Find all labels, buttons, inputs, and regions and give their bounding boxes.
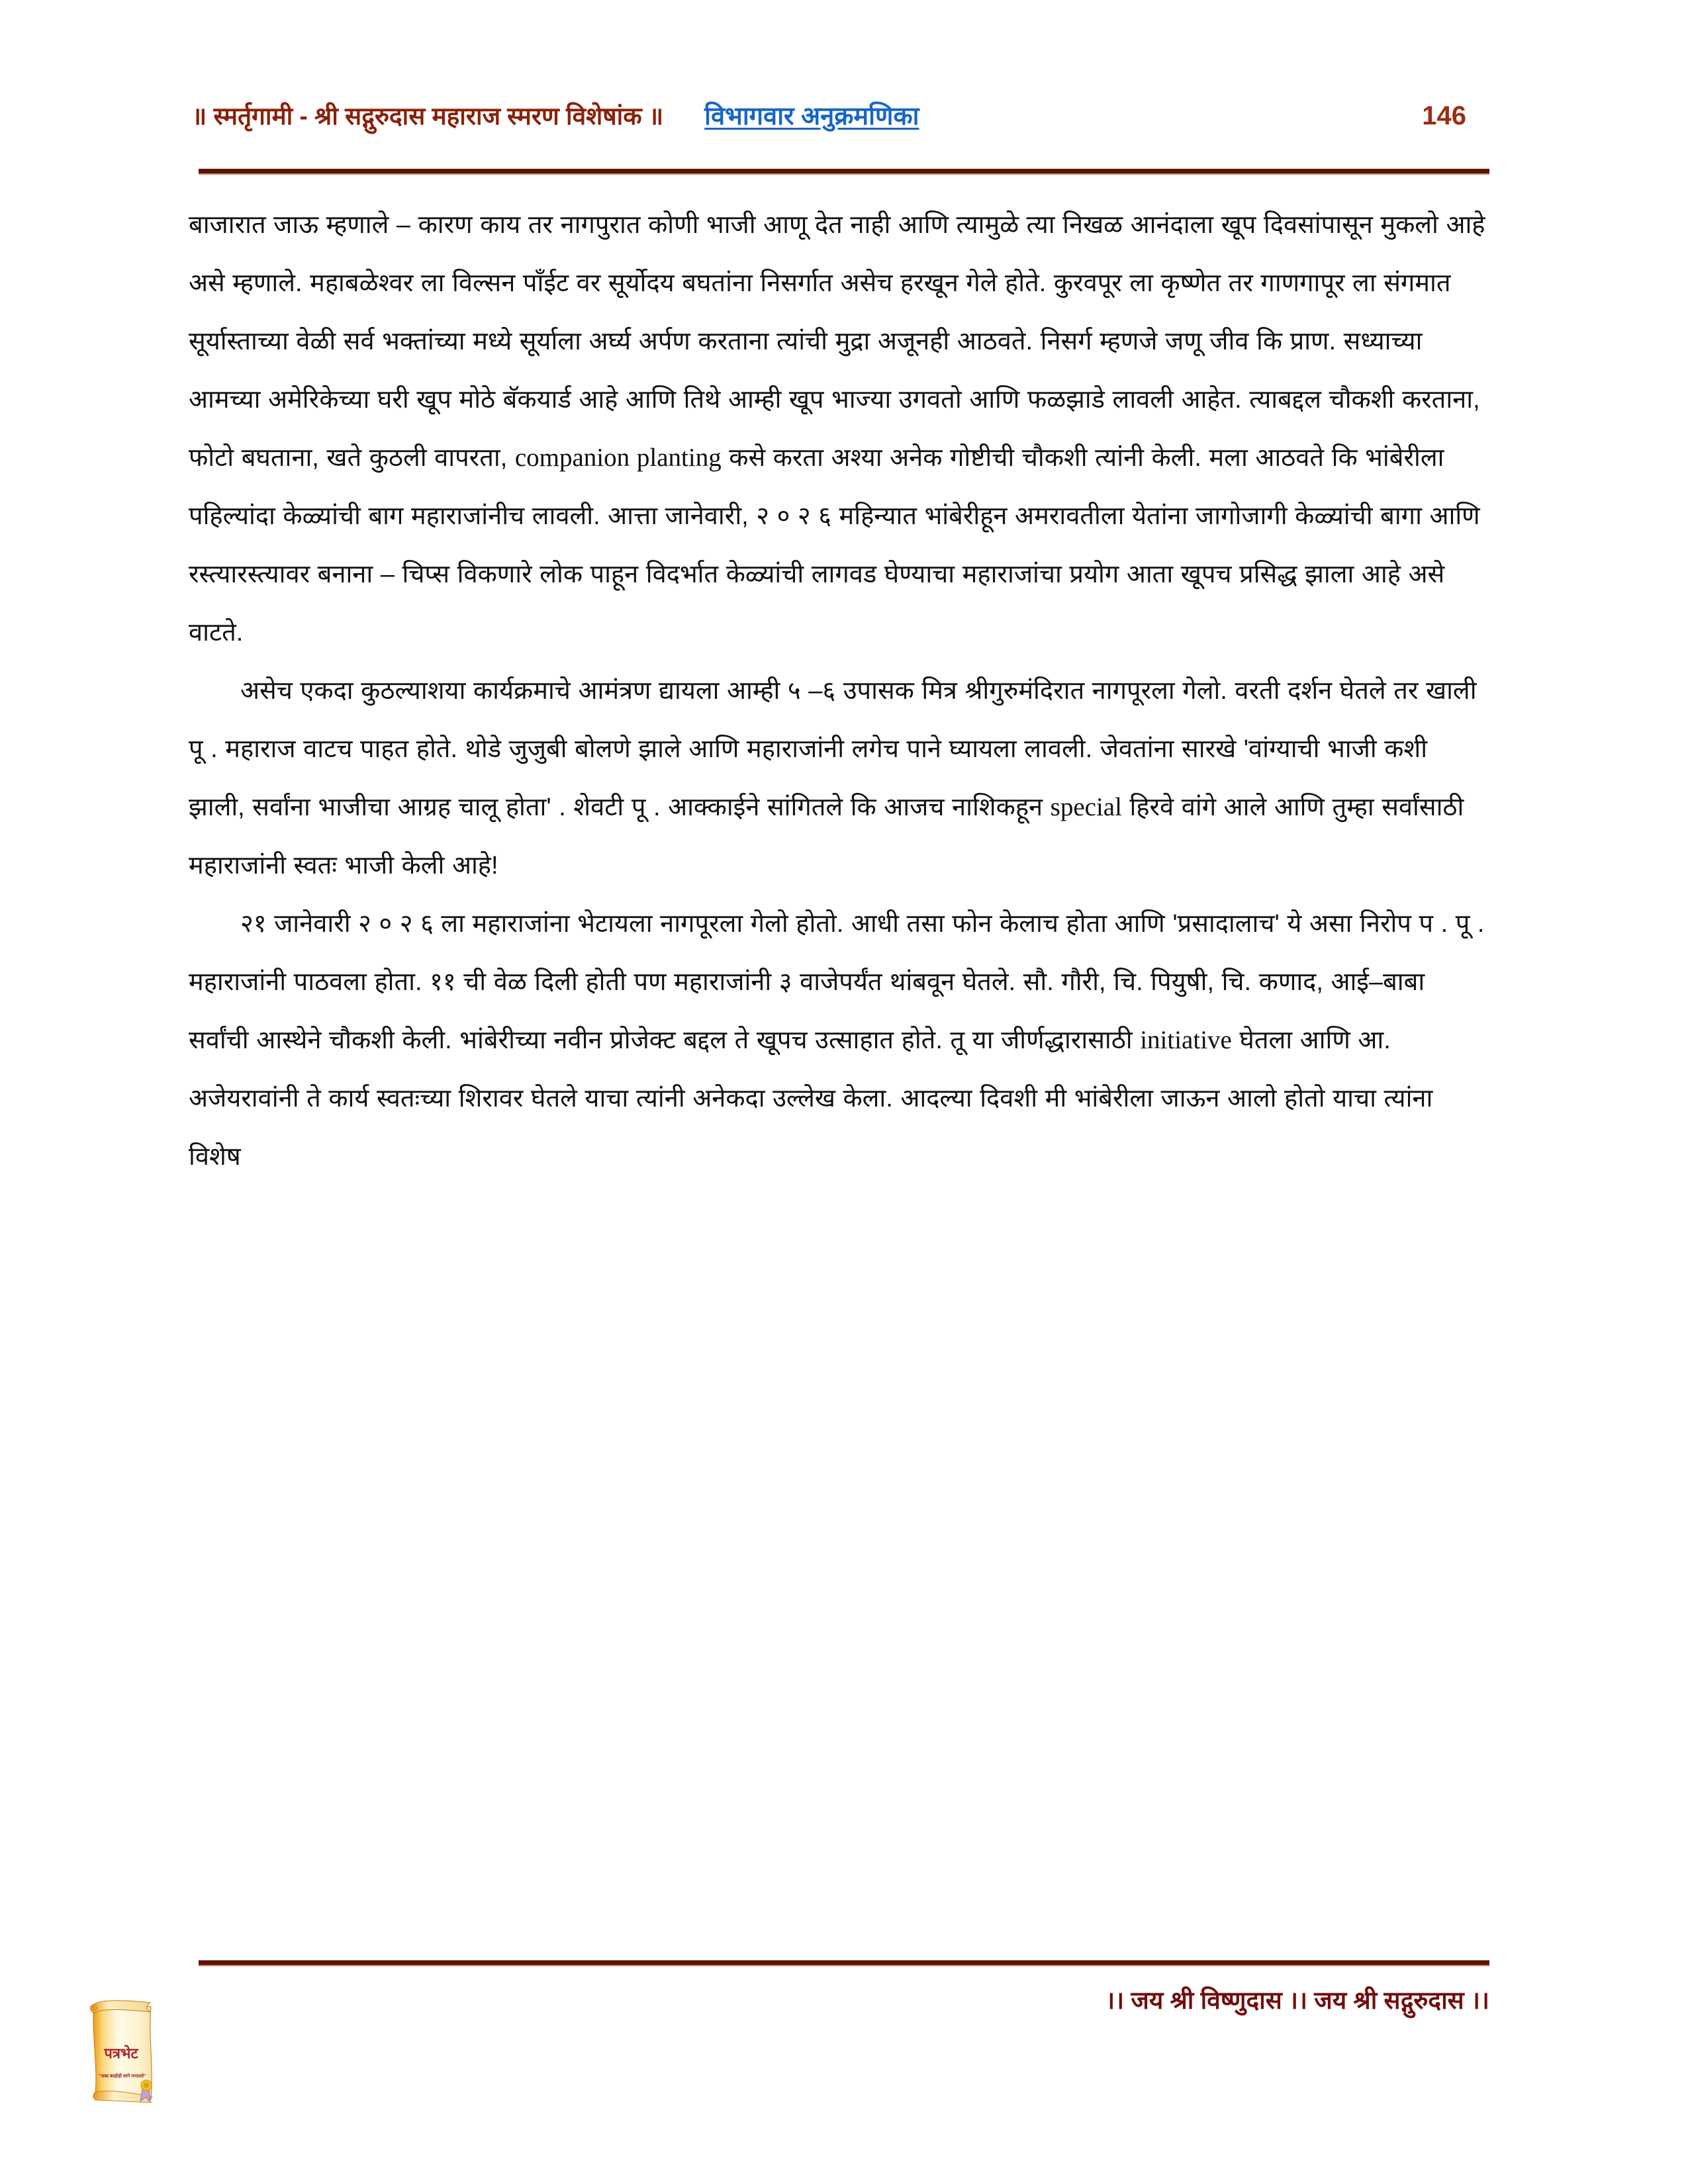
header-title: ॥ स्मर्तृगामी - श्री सद्गुरुदास महाराज स्मरण विशेषांक ॥	[192, 103, 664, 130]
footer-divider-rule	[199, 1960, 1489, 1966]
paragraph-3	[189, 895, 1486, 1186]
paragraph-3-text-after: घेतला आणि आ. अजेयरावांनी ते कार्य स्वतःच्या शिरावर घेतले याचा त्यांनी अनेकदा उल्लेख केला. आदल्या दिवशी मी भांबेरीला जाऊन आलो होतो याचा त्यांना विशेष	[189, 1026, 1433, 1171]
header-divider-rule	[199, 169, 1489, 175]
paragraph-1-text-after: कसे करता अश्या अनेक गोष्टीची चौकशी त्यांनी केली. मला आठवते कि भांबेरीला पहिल्यांदा केळ्यांची बाग महाराजांनीच लावली. आत्ता जानेवारी, २ ० २ ६ महिन्यात भांबेरीहून अमरावतीला येतांना जागोजागी केळ्यांची बागा आणि रस्त्यारस्त्यावर बनाना – चिप्स विकणारे लोक पाहून विदर्भात केळ्यांची लागवड घेण्याचा महाराजांचा प्रयोग आता खूपच प्रसिद्ध झाला आहे असे वाटते.	[189, 444, 1480, 647]
paragraph-3-latin-term: initiative	[1140, 1026, 1232, 1054]
paragraph-2-latin-term: special	[1050, 793, 1122, 821]
page-number: 146	[1422, 101, 1466, 130]
logo-tagline-text: "शब्द काहीही सांगे मनातले"	[99, 2074, 146, 2079]
paragraph-1-latin-term: companion planting	[514, 443, 722, 472]
page-header	[192, 98, 1489, 146]
patrabhet-scroll-logo	[85, 1993, 167, 2103]
body-content	[189, 196, 1486, 1186]
paragraph-2-text: असेच एकदा कुठल्याशया कार्यक्रमाचे आमंत्रण द्यायला आम्ही ५ –६ उपासक मित्र श्रीगुरुमंदिरात नागपूरला गेलो. वरती दर्शन घेतले तर खाली पू . महाराज वाटच पाहत होते. थोडे जुजुबी बोलणे झाले आणि महाराजांनी लगेच पाने घ्यायला लावली. जेवतांना सारखे 'वांग्याची भाजी कशी झाली, सर्वांना भाजीचा आग्रह चालू होता' . शेवटी पू . आक्काईने सांगितले कि आजच नाशिकहून	[189, 677, 1477, 821]
paragraph-1-text: बाजारात जाऊ म्हणाले – कारण काय तर नागपुरात कोणी भाजी आणू देत नाही आणि त्यामुळे त्या निखळ आनंदाला खूप दिवसांपासून मुकलो आहे असे म्हणाले. महाबळेश्वर ला विल्सन पॉंईट वर सूर्योदय बघतांना निसर्गात असेच हरखून गेले होते. कुरवपूर ला कृष्णेत तर गाणगापूर ला संगमात सूर्यास्ताच्या वेळी सर्व भक्तांच्या मध्ये सूर्याला अर्घ्य अर्पण करताना त्यांची मुद्रा अजूनही आठवते. निसर्ग म्हणजे जणू जीव कि प्राण. सध्याच्या आमच्या अमेरिकेच्या घरी खूप मोठे बॅकयार्ड आहे आणि तिथे आम्ही खूप भाज्या उगवतो आणि फळझाडे लावली आहेत. त्याबद्दल चौकशी करताना, फोटो बघताना, खते कुठली वापरता,	[189, 211, 1485, 472]
paragraph-3-text: २१ जानेवारी २ ० २ ६ ला महाराजांना भेटायला नागपूरला गेलो होतो. आधी तसा फोन केलाच होता आणि 'प्रसादालाच' ये असा निरोप प . पू . महाराजांनी पाठवला होता. ११ ची वेळ दिली होती पण महाराजांनी ३ वाजेपर्यंत थांबवून घेतले. सौ. गौरी, चि. पियुषी, चि. कणाद, आई–बाबा सर्वांची आस्थेने चौकशी केली. भांबेरीच्या नवीन प्रोजेक्ट बद्दल ते खूपच उत्साहात होते. तू या जीर्णद्धारासाठी	[189, 910, 1485, 1054]
logo-title-text: पत्रभेट	[104, 2045, 138, 2062]
section-index-link[interactable]: विभागवार अनुक्रमणिका	[704, 103, 919, 130]
paragraph-2-text-after: हिरवे वांगे आले आणि तुम्हा सर्वांसाठी महाराजांनी स्वतः भाजी केली आहे!	[189, 794, 1464, 880]
footer-invocation: ।। जय श्री विष्णुदास ।। जय श्री सद्गुरुदास ।।	[1105, 1987, 1489, 2014]
paragraph-2	[189, 662, 1486, 895]
paragraph-1	[189, 196, 1486, 662]
